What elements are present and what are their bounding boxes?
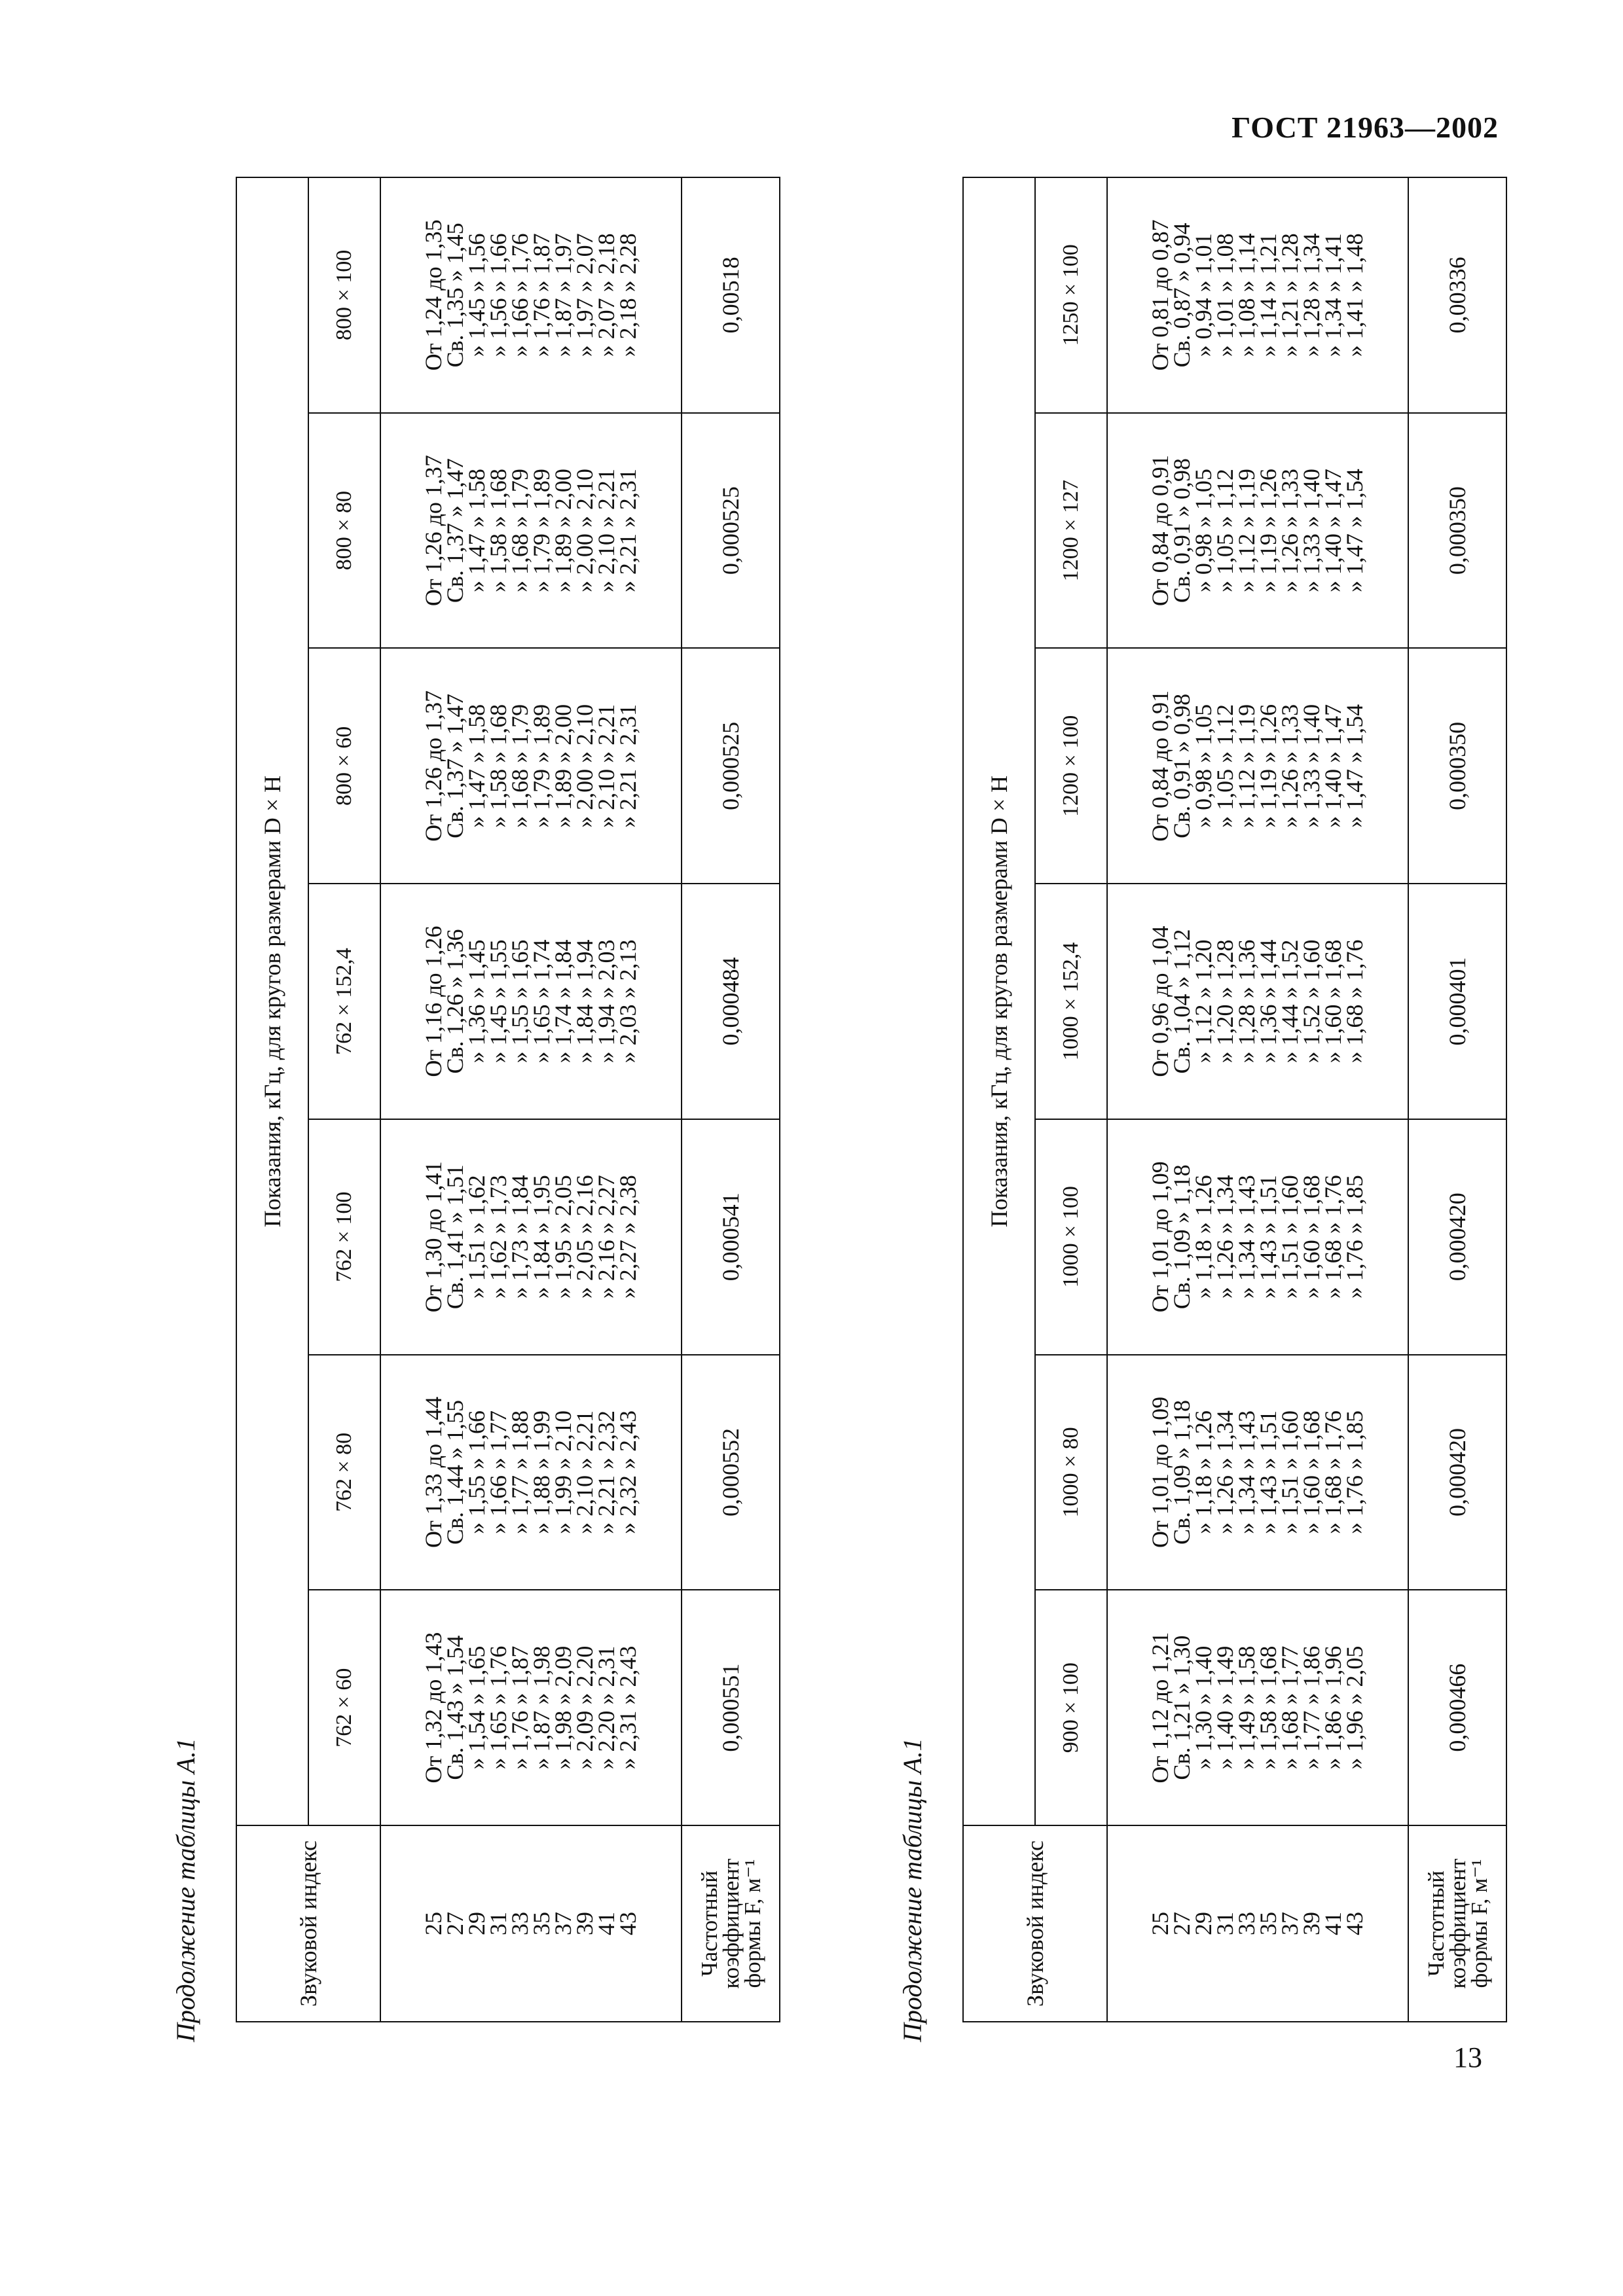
cell-line: » 2,10 » 2,21 [572,1410,598,1534]
size-header: 1250 × 100 [1035,177,1107,413]
cell-line: Св. 1,26 » 1,36 [442,929,468,1074]
coef-label [1408,1825,1506,2022]
range-cell [380,177,682,413]
coef-value: 0,00336 [1408,177,1506,413]
cell-line: » 1,68 » 1,79 [507,469,533,593]
size-header-row [1035,177,1107,2022]
size-header: 800 × 60 [308,648,380,884]
cell-line: От 0,96 до 1,04 [1147,925,1173,1077]
cell-line: Св. 1,37 » 1,47 [442,693,468,838]
cell-line: » 1,84 » 1,95 [528,1175,555,1299]
cell-line: От 1,33 до 1,44 [420,1396,447,1548]
size-header: 762 × 100 [308,1119,380,1355]
cell-line: » 1,40 » 1,47 [1320,704,1346,828]
cell-line: формы F, м⁻¹ [739,1859,765,1988]
cell-line: » 1,79 » 1,89 [528,704,555,828]
cell-line: » 1,14 » 1,21 [1255,233,1281,357]
cell-line: 41 [1320,1912,1346,1935]
cell-line: 41 [593,1912,619,1935]
cell-line: » 1,33 » 1,40 [1298,469,1324,593]
range-cell [1107,648,1408,884]
cell-line: » 1,86 » 1,96 [1320,1645,1346,1770]
cell-line: » 1,79 » 1,89 [528,469,555,593]
group-header: Показания, кГц, для кругов размерами D × H [236,177,308,1825]
coef-value: 0,000350 [1408,648,1506,884]
cell-line: » 2,21 » 2,32 [593,1410,619,1534]
cell-line: » 1,68 » 1,76 [1320,1410,1346,1534]
range-cell [380,884,682,1119]
range-cell [1107,884,1408,1119]
size-header: 762 × 152,4 [308,884,380,1119]
cell-line: » 1,89 » 2,00 [550,469,576,593]
cell-line: Св. 1,37 » 1,47 [442,458,468,603]
cell-line: Св. 1,35 » 1,45 [442,223,468,368]
cell-line: Св. 1,41 » 1,51 [442,1164,468,1310]
size-header: 900 × 100 [1035,1590,1107,1825]
cell-line: » 1,20 » 1,28 [1212,939,1238,1064]
cell-line: » 1,34 » 1,41 [1320,233,1346,357]
size-header: 800 × 100 [308,177,380,413]
cell-line: » 1,58 » 1,68 [485,704,511,828]
cell-line: 35 [1255,1912,1281,1935]
cell-line: 27 [442,1912,468,1935]
cell-line: 43 [615,1912,641,1935]
cell-line: » 2,18 » 2,28 [615,233,641,357]
cell-line: » 1,45 » 1,56 [464,233,490,357]
coef-value: 0,000551 [682,1590,780,1825]
cell-line: » 1,28 » 1,34 [1298,233,1324,357]
cell-line: 37 [1277,1912,1303,1935]
cell-line: 37 [550,1912,576,1935]
cell-line: От 1,26 до 1,37 [420,455,447,607]
cell-line: 29 [1190,1912,1216,1935]
range-cell [380,1590,682,1825]
cell-line: От 1,01 до 1,09 [1147,1161,1173,1313]
cell-line: От 1,16 до 1,26 [420,925,447,1077]
range-cell [380,648,682,884]
cell-line: Св. 1,43 » 1,54 [442,1635,468,1780]
cell-line: » 2,32 » 2,43 [615,1410,641,1534]
cell-line: » 1,73 » 1,84 [507,1175,533,1299]
cell-line: » 1,26 » 1,33 [1277,469,1303,593]
cell-line: » 1,47 » 1,58 [464,469,490,593]
cell-line: » 1,33 » 1,40 [1298,704,1324,828]
cell-line: » 1,47 » 1,54 [1341,469,1368,593]
cell-line: Св. 1,21 » 1,30 [1169,1635,1195,1780]
range-cell [1107,1590,1408,1825]
cell-line: » 1,40 » 1,47 [1320,469,1346,593]
coef-row [1408,177,1506,2022]
cell-line: » 1,51 » 1,60 [1277,1175,1303,1299]
cell-line: » 1,41 » 1,48 [1341,233,1368,357]
cell-line: » 1,51 » 1,60 [1277,1410,1303,1534]
coef-value: 0,000466 [1408,1590,1506,1825]
cell-line: » 2,21 » 2,31 [615,704,641,828]
cell-line: » 1,74 » 1,84 [550,939,576,1064]
size-header: 1000 × 152,4 [1035,884,1107,1119]
cell-line: » 1,19 » 1,26 [1255,704,1281,828]
coef-value: 0,000484 [682,884,780,1119]
cell-line: » 1,36 » 1,44 [1255,939,1281,1064]
cell-line: 39 [572,1912,598,1935]
cell-line: » 1,58 » 1,68 [1255,1645,1281,1770]
cell-line: » 1,99 » 2,10 [550,1410,576,1534]
cell-line: » 1,54 » 1,65 [464,1645,490,1770]
cell-line: » 1,01 » 1,08 [1212,233,1238,357]
cell-line: » 1,68 » 1,77 [1277,1645,1303,1770]
cell-line: » 2,27 » 2,38 [615,1175,641,1299]
cell-line: » 1,55 » 1,65 [507,939,533,1064]
cell-line: » 1,55 » 1,66 [464,1410,490,1534]
cell-line: Св. 0,91 » 0,98 [1169,693,1195,838]
cell-line: » 0,94 » 1,01 [1190,233,1216,357]
cell-line: » 1,08 » 1,14 [1233,233,1260,357]
cell-line: » 1,96 » 2,05 [1341,1645,1368,1770]
cell-line: » 2,21 » 2,31 [615,469,641,593]
coef-value: 0,000420 [1408,1355,1506,1590]
table-caption: Продолжение таблицы А.1 [171,1738,200,2042]
cell-line: » 1,65 » 1,74 [528,939,555,1064]
cell-line: » 1,26 » 1,34 [1212,1175,1238,1299]
cell-line: » 1,97 » 2,07 [572,233,598,357]
cell-line: » 2,00 » 2,10 [572,704,598,828]
cell-line: » 1,56 » 1,66 [485,233,511,357]
cell-line: » 1,52 » 1,60 [1298,939,1324,1064]
cell-line: коэффициент [718,1858,744,1989]
cell-line: » 1,51 » 1,62 [464,1175,490,1299]
size-header: 800 × 80 [308,413,380,649]
cell-line: » 1,21 » 1,28 [1277,233,1303,357]
cell-line: » 1,89 » 2,00 [550,704,576,828]
cell-line: 35 [528,1912,555,1935]
cell-line: » 1,47 » 1,58 [464,704,490,828]
range-cell [1107,177,1408,413]
cell-line: » 2,09 » 2,20 [572,1645,598,1770]
cell-line: » 0,98 » 1,05 [1190,469,1216,593]
range-cell [1107,413,1408,649]
cell-line: 33 [507,1912,533,1935]
cell-line: 33 [1233,1912,1260,1935]
cell-line: » 1,76 » 1,85 [1341,1410,1368,1534]
cell-line: От 1,26 до 1,37 [420,690,447,842]
cell-line: » 1,65 » 1,76 [485,1645,511,1770]
range-cell [380,413,682,649]
cell-line: 25 [420,1912,447,1935]
index-cell [380,1825,682,2022]
cell-line: От 1,32 до 1,43 [420,1632,447,1784]
cell-line: » 1,66 » 1,77 [485,1410,511,1534]
cell-line: » 1,43 » 1,51 [1255,1175,1281,1299]
cell-line: » 1,26 » 1,34 [1212,1410,1238,1534]
cell-line: От 0,84 до 0,91 [1147,690,1173,842]
cell-line: » 2,10 » 2,21 [593,704,619,828]
coef-value: 0,00518 [682,177,780,413]
data-table [236,177,780,2022]
size-header: 1000 × 100 [1035,1119,1107,1355]
coef-value: 0,000525 [682,648,780,884]
coef-row [682,177,780,2022]
cell-line: » 1,68 » 1,79 [507,704,533,828]
cell-line: » 1,26 » 1,33 [1277,704,1303,828]
cell-line: 31 [485,1912,511,1935]
size-header: 1000 × 80 [1035,1355,1107,1590]
cell-line: От 1,01 до 1,09 [1147,1396,1173,1548]
cell-line: 31 [1212,1912,1238,1935]
range-cell [1107,1355,1408,1590]
cell-line: Св. 1,44 » 1,55 [442,1399,468,1545]
cell-line: » 2,31 » 2,43 [615,1645,641,1770]
cell-line: » 1,58 » 1,68 [485,469,511,593]
cell-line: » 2,03 » 2,13 [615,939,641,1064]
cell-line: » 1,87 » 1,98 [528,1645,555,1770]
cell-line: формы F, м⁻¹ [1466,1859,1492,1988]
cell-line: От 1,24 до 1,35 [420,219,447,371]
cell-line: » 2,05 » 2,16 [572,1175,598,1299]
cell-line: » 1,95 » 2,05 [550,1175,576,1299]
cell-line: » 1,44 » 1,52 [1277,939,1303,1064]
cell-line: 29 [464,1912,490,1935]
data-table [962,177,1507,2022]
coef-value: 0,000401 [1408,884,1506,1119]
cell-line: » 1,19 » 1,26 [1255,469,1281,593]
cell-line: » 1,76 » 1,87 [528,233,555,357]
cell-line: От 0,84 до 0,91 [1147,455,1173,607]
cell-line: » 2,00 » 2,10 [572,469,598,593]
cell-line: От 1,12 до 1,21 [1147,1632,1173,1784]
cell-line: » 2,16 » 2,27 [593,1175,619,1299]
size-header: 1200 × 100 [1035,648,1107,884]
cell-line: » 1,76 » 1,85 [1341,1175,1368,1299]
table-block-2 [897,131,1623,2042]
cell-line: Частотный [1423,1871,1449,1977]
group-header: Показания, кГц, для кругов размерами D × H [963,177,1035,1825]
cell-line: Св. 1,04 » 1,12 [1169,929,1195,1074]
size-header: 1200 × 127 [1035,413,1107,649]
range-cell [380,1355,682,1590]
table-caption: Продолжение таблицы А.1 [898,1738,927,2042]
cell-line: » 1,68 » 1,76 [1341,939,1368,1064]
cell-line: Св. 1,09 » 1,18 [1169,1399,1195,1545]
coef-value: 0,000541 [682,1119,780,1355]
page-number: 13 [1453,2041,1482,2073]
range-row [1107,177,1408,2022]
cell-line: 43 [1341,1912,1368,1935]
cell-line: Частотный [696,1871,722,1977]
cell-line: » 1,84 » 1,94 [572,939,598,1064]
coef-value: 0,000525 [682,413,780,649]
range-cell [1107,1119,1408,1355]
range-row [380,177,682,2022]
cell-line: » 1,18 » 1,26 [1190,1175,1216,1299]
cell-line: » 1,45 » 1,55 [485,939,511,1064]
document-header: ГОСТ 21963—2002 [1231,111,1499,144]
cell-line: » 1,77 » 1,86 [1298,1645,1324,1770]
cell-line: » 1,66 » 1,76 [507,233,533,357]
cell-line: » 2,20 » 2,31 [593,1645,619,1770]
row-header: Звуковой индекс [963,1825,1107,2022]
cell-line: » 2,07 » 2,18 [593,233,619,357]
cell-line: » 1,12 » 1,20 [1190,939,1216,1064]
range-cell [380,1119,682,1355]
coef-label [682,1825,780,2022]
cell-line: » 1,30 » 1,40 [1190,1645,1216,1770]
cell-line: » 1,76 » 1,87 [507,1645,533,1770]
coef-value: 0,000552 [682,1355,780,1590]
size-header: 762 × 60 [308,1590,380,1825]
cell-line: » 1,94 » 2,03 [593,939,619,1064]
cell-line: » 1,77 » 1,88 [507,1410,533,1534]
size-header-row [308,177,380,2022]
cell-line: » 1,05 » 1,12 [1212,469,1238,593]
cell-line: 39 [1298,1912,1324,1935]
coef-value: 0,000350 [1408,413,1506,649]
cell-line: » 1,60 » 1,68 [1298,1175,1324,1299]
cell-line: » 1,40 » 1,49 [1212,1645,1238,1770]
cell-line: » 1,28 » 1,36 [1233,939,1260,1064]
cell-line: От 0,81 до 0,87 [1147,219,1173,371]
cell-line: » 1,60 » 1,68 [1320,939,1346,1064]
cell-line: » 0,98 » 1,05 [1190,704,1216,828]
cell-line: 27 [1169,1912,1195,1935]
cell-line: 25 [1147,1912,1173,1935]
cell-line: » 1,34 » 1,43 [1233,1410,1260,1534]
cell-line: » 1,18 » 1,26 [1190,1410,1216,1534]
cell-line: » 1,12 » 1,19 [1233,469,1260,593]
cell-line: » 1,05 » 1,12 [1212,704,1238,828]
cell-line: Св. 0,87 » 0,94 [1169,223,1195,368]
cell-line: » 1,43 » 1,51 [1255,1410,1281,1534]
cell-line: » 1,98 » 2,09 [550,1645,576,1770]
cell-line: От 1,30 до 1,41 [420,1161,447,1313]
cell-line: » 1,88 » 1,99 [528,1410,555,1534]
cell-line: » 2,10 » 2,21 [593,469,619,593]
cell-line: » 1,68 » 1,76 [1320,1175,1346,1299]
size-header: 762 × 80 [308,1355,380,1590]
cell-line: » 1,12 » 1,19 [1233,704,1260,828]
cell-line: » 1,62 » 1,73 [485,1175,511,1299]
cell-line: » 1,49 » 1,58 [1233,1645,1260,1770]
row-header: Звуковой индекс [236,1825,380,2022]
cell-line: » 1,34 » 1,43 [1233,1175,1260,1299]
cell-line: Св. 0,91 » 0,98 [1169,458,1195,603]
coef-value: 0,000420 [1408,1119,1506,1355]
cell-line: » 1,87 » 1,97 [550,233,576,357]
cell-line: » 1,47 » 1,54 [1341,704,1368,828]
cell-line: коэффициент [1444,1858,1470,1989]
cell-line: » 1,36 » 1,45 [464,939,490,1064]
cell-line: Св. 1,09 » 1,18 [1169,1164,1195,1310]
cell-line: » 1,60 » 1,68 [1298,1410,1324,1534]
index-cell [1107,1825,1408,2022]
